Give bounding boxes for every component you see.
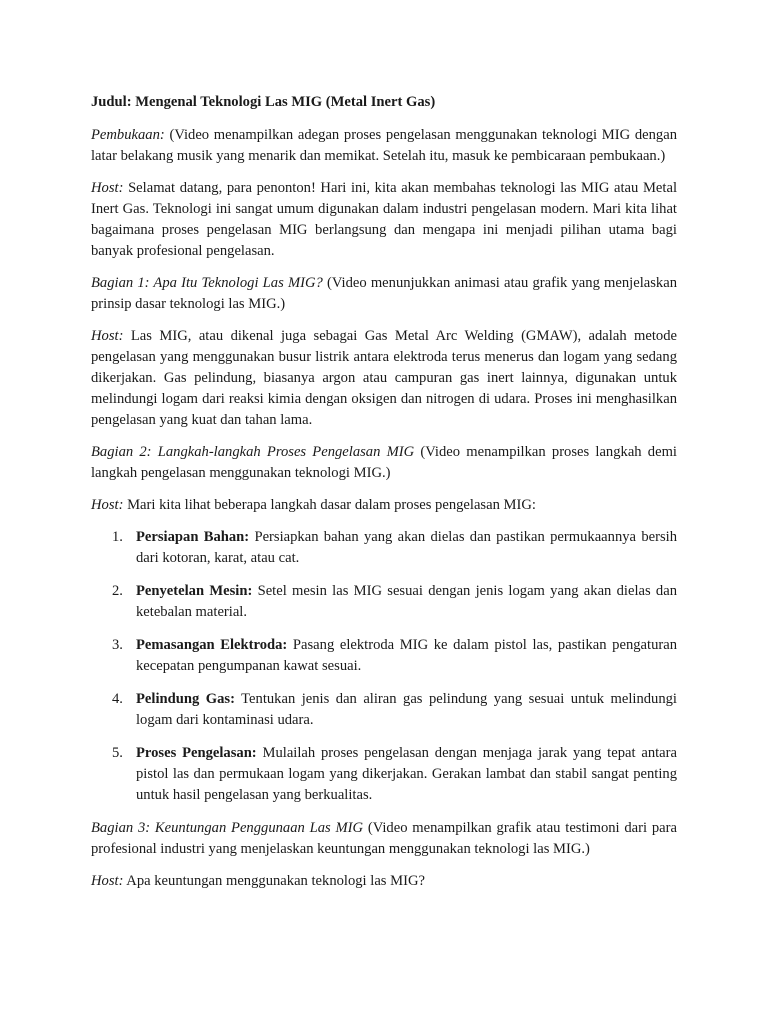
list-item-number: 5. [112,745,123,761]
paragraph-label: Host: [91,180,124,196]
paragraph-text: Las MIG, atau dikenal juga sebagai Gas Metal Arc Welding (GMAW), adalah metode pengelasan yang menggunakan busur listrik antara elektroda terus menerus dan logam yang sedang dikerjakan. Gas pelindung, biasanya argon atau campuran gas inert lainnya, digunakan untuk melindungi logam dari reaksi kimia dengan oksigen dan nitrogen di udara. Proses ini menghasilkan pengelasan yang kuat dan tahan lama. [91,328,677,428]
paragraph-label: Bagian 2: Langkah-langkah Proses Pengelasan MIG [91,444,415,460]
paragraph-host-question [91,871,677,892]
list-item-text: Pasang elektroda MIG ke dalam pistol las, pastikan pengaturan kecepatan pengumpanan kawat sesuai. [136,637,678,674]
list-item [91,581,677,623]
list-item-heading: Pemasangan Elektroda: [136,637,288,653]
paragraph-section-1 [91,273,677,315]
list-item-heading: Penyetelan Mesin: [136,583,253,599]
list-item-text: Mulailah proses pengelasan dengan menjaga jarak yang tepat antara pistol las dan permukaan logam yang dikerjakan. Gerakan lambat dan stabil sangat penting untuk hasil pengelasan yang berkualitas. [136,745,677,803]
list-item [91,743,677,806]
paragraph-label: Host: [91,328,124,344]
list-item [91,635,677,677]
paragraph-host-intro [91,178,677,262]
list-item-number: 1. [112,529,123,545]
list-item-number: 4. [112,691,123,707]
list-item-heading: Persiapan Bahan: [136,529,250,545]
paragraph-text: Selamat datang, para penonton! Hari ini, kita akan membahas teknologi las MIG atau Metal Inert Gas. Teknologi ini sangat umum digunakan dalam industri pengelasan modern. Mari kita lihat bagaimana proses pengelasan MIG berlangsung dan mengapa ini menjadi pilihan utama bagi banyak profesional pengelasan. [91,180,677,259]
paragraph-label: Bagian 3: Keuntungan Penggunaan Las MIG [91,820,364,836]
paragraph-opening [91,125,677,167]
paragraph-label: Bagian 1: Apa Itu Teknologi Las MIG? [91,275,323,291]
paragraph-host-gmaw [91,326,677,431]
paragraph-label: Host: [91,873,124,889]
list-item-heading: Proses Pengelasan: [136,745,257,761]
list-item [91,527,677,569]
list-item-text: Persiapkan bahan yang akan dielas dan pastikan permukaannya bersih dari kotoran, karat, atau cat. [136,529,677,566]
paragraph-label: Host: [91,497,124,513]
paragraph-host-steps [91,495,677,516]
paragraph-text: (Video menampilkan adegan proses pengelasan menggunakan teknologi MIG dengan latar belakang musik yang menarik dan memikat. Setelah itu, masuk ke pembicaraan pembukaan.) [91,127,677,164]
paragraph-text: (Video menunjukkan animasi atau grafik yang menjelaskan prinsip dasar teknologi las MIG.) [91,275,677,312]
list-item-number: 3. [112,637,123,653]
list-item-number: 2. [112,583,123,599]
document-title: Judul: Mengenal Teknologi Las MIG (Metal Inert Gas) [91,94,436,110]
paragraph-label: Pembukaan: [91,127,165,143]
paragraph-text: (Video menampilkan proses langkah demi langkah pengelasan menggunakan teknologi MIG.) [91,444,677,481]
list-item-text: Tentukan jenis dan aliran gas pelindung yang sesuai untuk melindungi logam dari kontaminasi udara. [136,691,677,728]
paragraph-section-2 [91,442,677,484]
steps-list [91,527,677,806]
list-item-text: Setel mesin las MIG sesuai dengan jenis logam yang akan dielas dan ketebalan material. [136,583,677,620]
list-item-heading: Pelindung Gas: [136,691,235,707]
paragraph-text: (Video menampilkan grafik atau testimoni dari para profesional industri yang menjelaskan keuntungan menggunakan teknologi las MIG.) [91,820,677,857]
paragraph-text: Mari kita lihat beberapa langkah dasar dalam proses pengelasan MIG: [123,497,536,513]
list-item [91,689,677,731]
paragraph-section-3 [91,818,677,860]
paragraph-text: Apa keuntungan menggunakan teknologi las MIG? [123,873,425,889]
